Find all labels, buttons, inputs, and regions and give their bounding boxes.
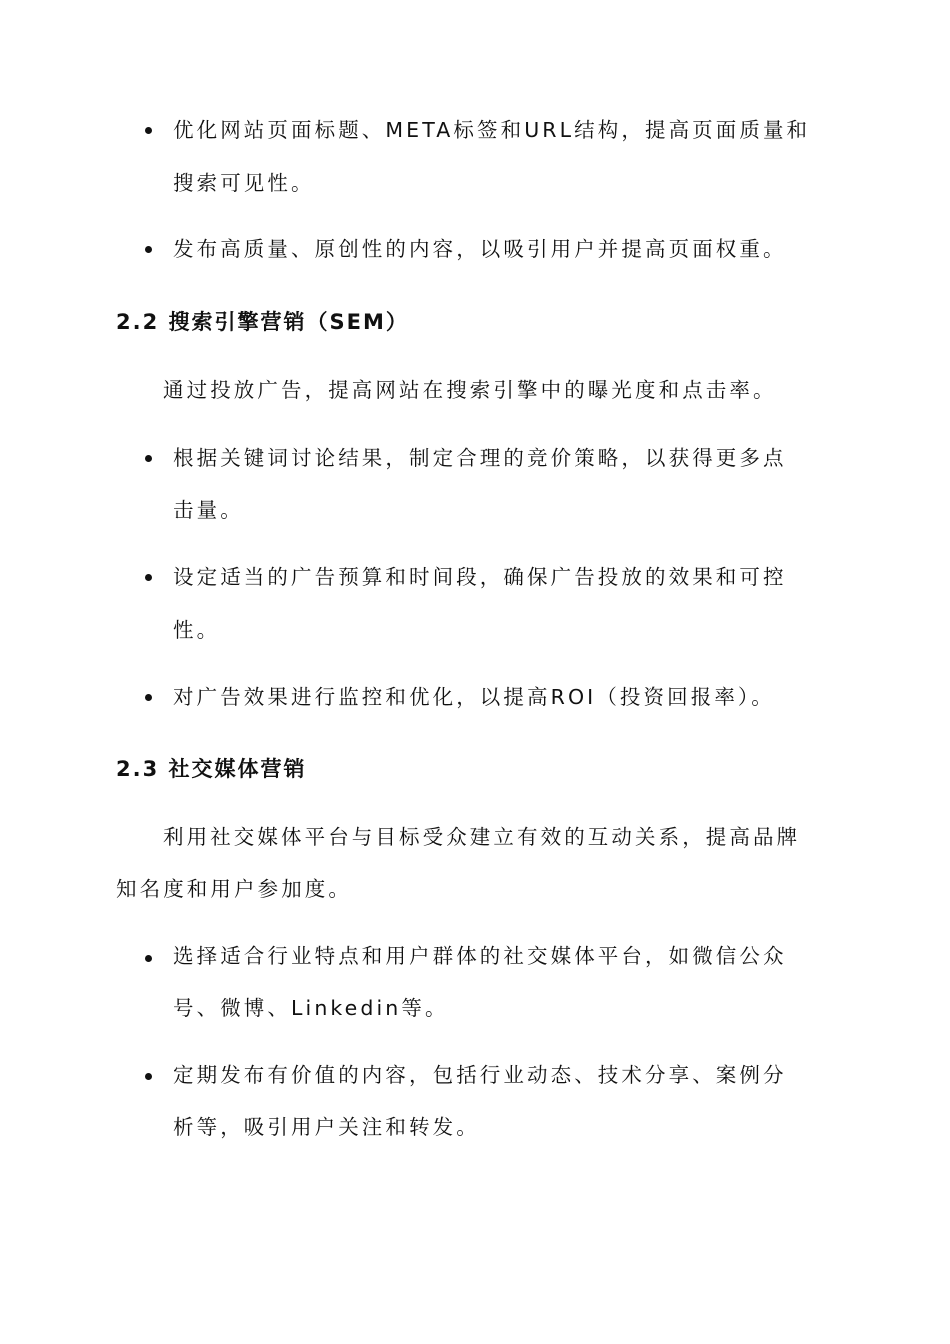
bullet-marker — [145, 127, 152, 134]
paragraph-line: 通过投放广告，提高网站在搜索引擎中的曝光度和点击率。 — [163, 378, 777, 402]
list-item-line: 析等，吸引用户关注和转发。 — [173, 1115, 480, 1139]
section-heading-2-2: 2.2 搜索引擎营销（SEM） — [116, 310, 409, 334]
paragraph-line: 利用社交媒体平台与目标受众建立有效的互动关系，提高品牌 — [163, 825, 801, 849]
bullet-marker — [145, 1073, 152, 1080]
list-item-line: 搜索可见性。 — [173, 171, 315, 195]
bullet-marker — [145, 246, 152, 253]
list-item-line: 号、微博、Linkedin等。 — [173, 996, 449, 1020]
bullet-marker — [145, 694, 152, 701]
list-item-line: 性。 — [173, 618, 221, 642]
list-item-line: 对广告效果进行监控和优化，以提高ROI（投资回报率）。 — [173, 685, 775, 709]
list-item-line: 设定适当的广告预算和时间段，确保广告投放的效果和可控 — [173, 565, 787, 589]
list-item-line: 优化网站页面标题、META标签和URL结构，提高页面质量和 — [173, 118, 811, 142]
list-item-line: 击量。 — [173, 498, 244, 522]
list-item-line: 定期发布有价值的内容，包括行业动态、技术分享、案例分 — [173, 1063, 787, 1087]
bullet-marker — [145, 455, 152, 462]
section-heading-2-3: 2.3 社交媒体营销 — [116, 757, 307, 781]
bullet-marker — [145, 955, 152, 962]
list-item-line: 选择适合行业特点和用户群体的社交媒体平台，如微信公众 — [173, 944, 787, 968]
list-item-line: 发布高质量、原创性的内容，以吸引用户并提高页面权重。 — [173, 237, 787, 261]
paragraph-line: 知名度和用户参加度。 — [116, 877, 352, 901]
bullet-marker — [145, 574, 152, 581]
list-item-line: 根据关键词讨论结果，制定合理的竞价策略，以获得更多点 — [173, 446, 787, 470]
